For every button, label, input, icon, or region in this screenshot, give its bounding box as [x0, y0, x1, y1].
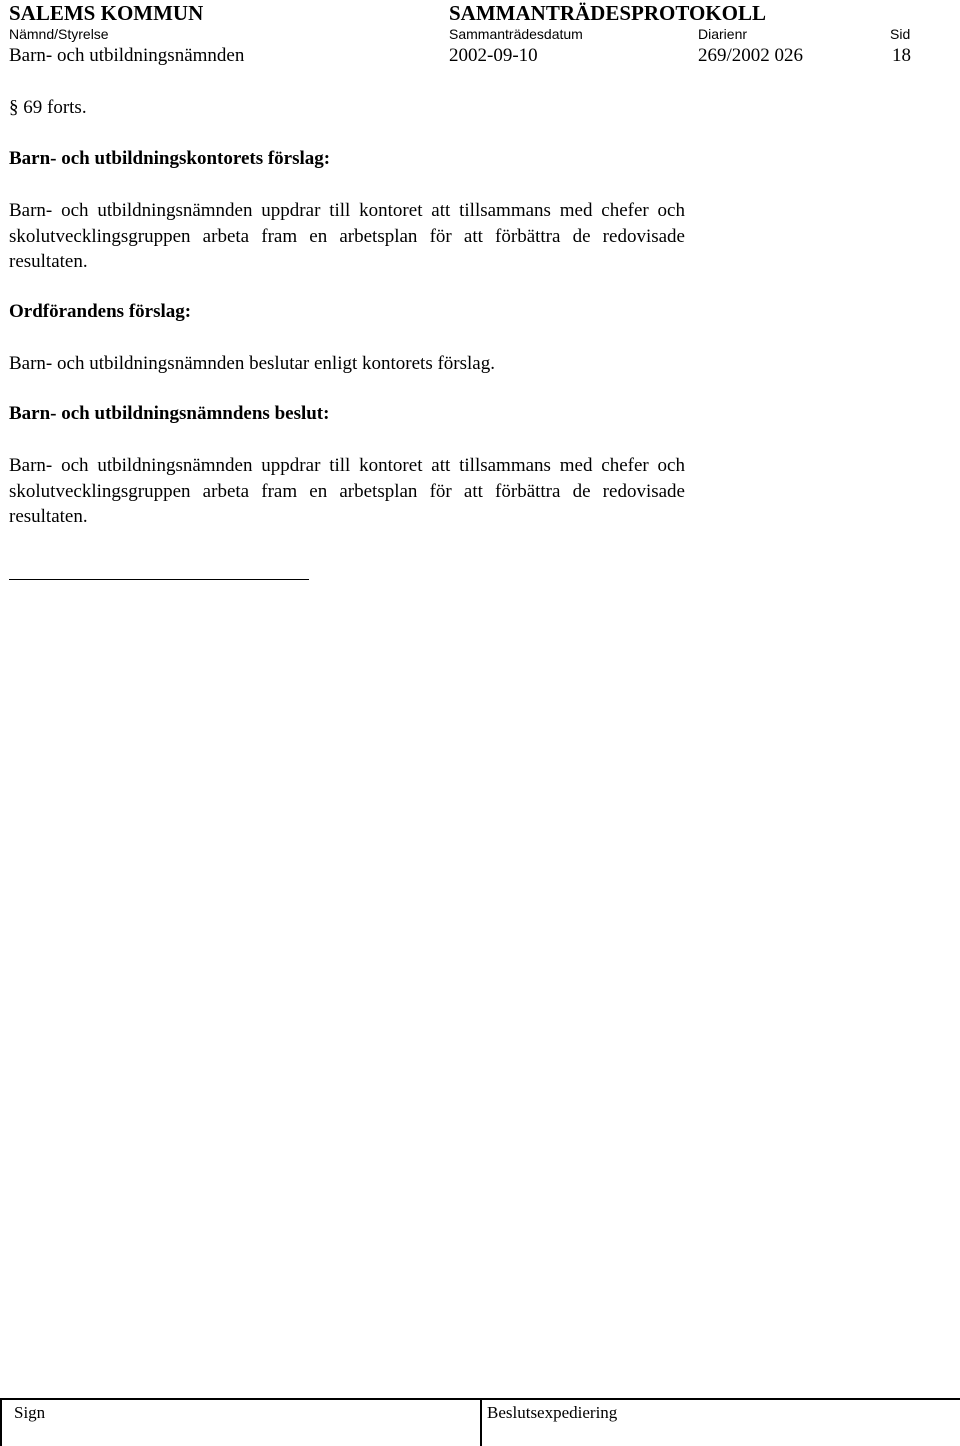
page-number-value: 18: [892, 45, 911, 66]
committee-value: Barn- och utbildningsnämnden: [9, 45, 245, 66]
page-label: Sid: [890, 26, 911, 42]
dispatch-label: Beslutsexpediering: [487, 1403, 618, 1422]
meeting-date-label: Sammanträdesdatum: [449, 26, 583, 42]
committee-label: Nämnd/Styrelse: [9, 26, 109, 42]
section-reference: § 69 forts.: [9, 97, 87, 118]
registry-number-value: 269/2002 026: [698, 45, 804, 66]
section-text-chair-proposal: Barn- och utbildningsnämnden beslutar enligt kontorets förslag.: [9, 353, 495, 374]
footer-divider-middle: [480, 1400, 482, 1446]
registry-number-label: Diarienr: [698, 26, 748, 42]
section-heading-office-proposal: Barn- och utbildningskontorets förslag:: [9, 148, 331, 169]
signature-footer: [0, 1398, 960, 1444]
footer-divider-left: [0, 1400, 2, 1446]
municipality-name: SALEMS KOMMUN: [9, 1, 204, 25]
meeting-date-value: 2002-09-10: [449, 45, 538, 66]
end-of-section-rule: [9, 579, 309, 580]
protocol-title: SAMMANTRÄDESPROTOKOLL: [449, 1, 766, 25]
section-heading-chair-proposal: Ordförandens förslag:: [9, 301, 192, 322]
sign-label: Sign: [14, 1403, 46, 1422]
section-text-committee-decision: Barn- och utbildningsnämnden uppdrar till kontoret att tillsammans med chefer och skolutvecklingsgruppen arbeta fram en arbetsplan för att förbättra de redovisade resultaten.: [9, 455, 685, 527]
section-text-office-proposal: Barn- och utbildningsnämnden uppdrar till kontoret att tillsammans med chefer och skolutvecklingsgruppen arbeta fram en arbetsplan för att förbättra de redovisade resultaten.: [9, 200, 685, 272]
section-heading-committee-decision: Barn- och utbildningsnämndens beslut:: [9, 403, 330, 424]
